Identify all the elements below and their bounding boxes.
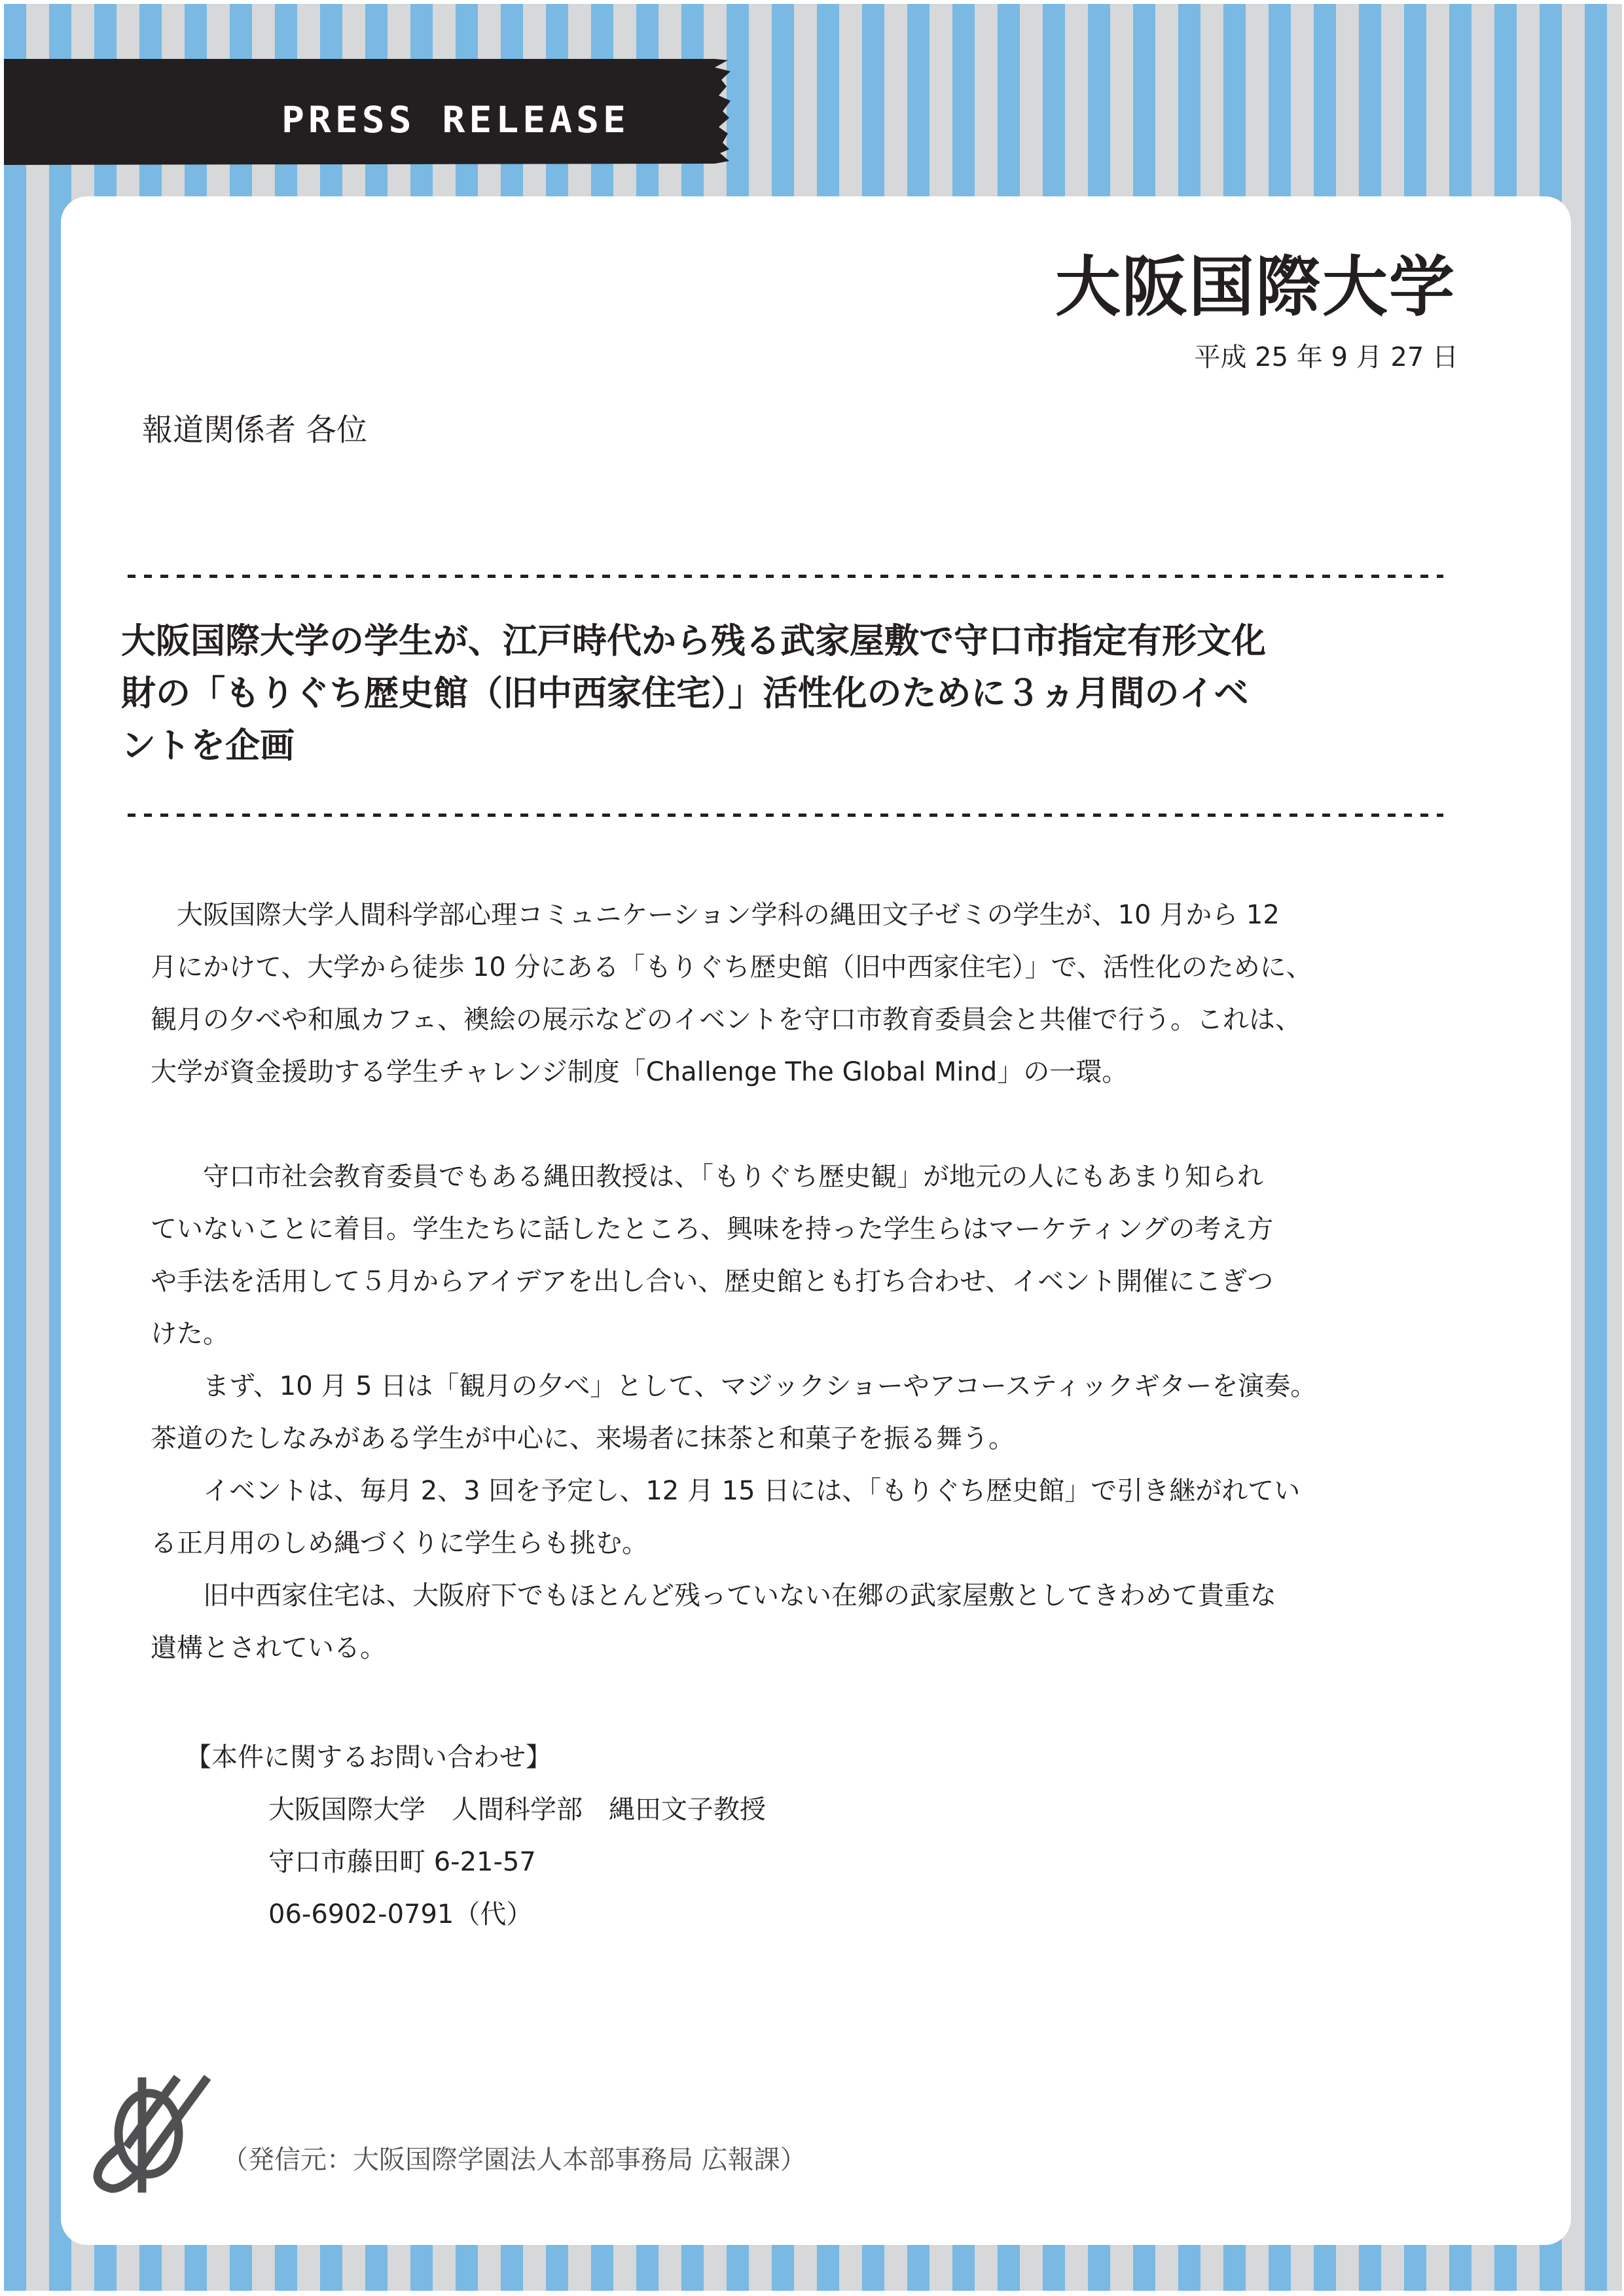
body-line: 遺構とされている。 — [151, 1633, 386, 1663]
body-line: や手法を活用して５月からアイデアを出し合い、歴史館とも打ち合わせ、イベント開催にこぎつ — [151, 1266, 1274, 1297]
body-line: 月にかけて、大学から徒歩 10 分にある「もりぐち歴史館（旧中西家住宅）」で、活性化のために、 — [151, 952, 1312, 982]
contact-block — [185, 1731, 766, 1941]
body-text — [151, 889, 1316, 1674]
body-line: 旧中西家住宅は、大阪府下でもほとんど残っていない在郷の武家屋敷としてきわめて貴重な — [151, 1581, 1276, 1611]
body-line — [151, 1098, 1316, 1151]
contact-phone[interactable]: 06-6902-0791（代） — [268, 1899, 533, 1929]
press-release-banner — [4, 59, 732, 166]
body-line: まず、10 月 5 日は「観月の夕べ」として、マジックショーやアコースティックギターを演奏。 — [151, 1371, 1317, 1401]
body-line: 大阪国際大学人間科学部心理コミュニケーション学科の縄田文子ゼミの学生が、10 月から 12 — [151, 900, 1280, 930]
body-line: る正月用のしめ縄づくりに学生らも挑む。 — [151, 1528, 648, 1558]
issuer-note: （発信元：大阪国際学園法人本部事務局 広報課） — [222, 2145, 806, 2175]
body-line: 観月の夕べや和風カフェ、襖絵の展示などのイベントを守口市教育委員会と共催で行う。これは、 — [151, 1005, 1301, 1035]
body-line: 大学が資金援助する学生チャレンジ制度「Challenge The Global Mind」の一環。 — [151, 1057, 1128, 1087]
headline-line: ントを企画 — [121, 726, 295, 766]
body-line: 茶道のたしなみがある学生が中心に、来場者に抹茶と和菓子を振る舞う。 — [151, 1424, 1015, 1454]
body-line: 守口市社会教育委員でもある縄田教授は、「もりぐち歴史観」が地元の人にもあまり知られ — [151, 1162, 1263, 1192]
body-line: ていないことに着目。学生たちに話したところ、興味を持った学生らはマーケティングの考え方 — [151, 1214, 1274, 1244]
dashed-divider-top — [128, 575, 1443, 578]
dashed-divider-bottom — [128, 814, 1443, 817]
contact-heading: 【本件に関するお問い合わせ】 — [185, 1742, 552, 1772]
university-emblem-icon — [79, 2068, 218, 2199]
university-name: 大阪国際大学 — [1055, 249, 1456, 325]
contact-name: 大阪国際大学 人間科学部 縄田文子教授 — [268, 1795, 766, 1825]
document-card — [61, 196, 1571, 2245]
release-date: 平成 25 年 9 月 27 日 — [1194, 342, 1458, 372]
body-line: けた。 — [151, 1319, 229, 1349]
contact-address: 守口市藤田町 6-21-57 — [268, 1847, 536, 1877]
headline — [121, 615, 1266, 772]
addressee: 報道関係者 各位 — [142, 412, 367, 448]
headline-line: 財の「もりぐち歴史館（旧中西家住宅）」活性化のために３ヵ月間のイベ — [121, 673, 1249, 713]
headline-line: 大阪国際大学の学生が、江戸時代から残る武家屋敷で守口市指定有形文化 — [121, 621, 1266, 661]
body-line: イベントは、毎月 2、3 回を予定し、12 月 15 日には、「もりぐち歴史館」で引き継がれてい — [151, 1476, 1301, 1506]
press-release-label: PRESS RELEASE — [281, 98, 630, 141]
